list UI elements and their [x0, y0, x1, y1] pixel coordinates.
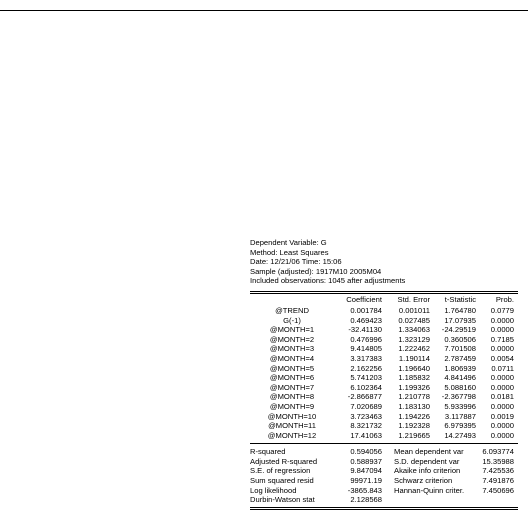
variable-name: @MONTH=10 — [267, 411, 317, 421]
coefficient-value: 3.317383 — [350, 353, 382, 363]
statistics-row — [250, 495, 518, 505]
prob-value: 0.0000 — [490, 382, 514, 392]
statistic-label: R-squared — [250, 447, 286, 457]
variable-name: @TREND — [275, 305, 309, 315]
std-error-value: 1.199326 — [398, 382, 430, 392]
statistic-value-right: 7.491876 — [482, 476, 514, 486]
output-header — [250, 238, 518, 286]
table-row — [250, 344, 518, 354]
table-row — [250, 306, 518, 316]
top-divider-line — [0, 10, 528, 11]
statistic-label: Adjusted R-squared — [250, 456, 318, 466]
statistic-label: Log likelihood — [250, 485, 297, 495]
t-statistic-value: 6.979395 — [444, 421, 476, 431]
table-row — [250, 335, 518, 345]
coefficient-value: 8.321732 — [350, 421, 382, 431]
coefficient-header-row — [250, 294, 518, 306]
std-error-value: 0.001011 — [398, 305, 430, 315]
statistics-row — [250, 447, 518, 457]
variable-name: @MONTH=7 — [269, 382, 315, 392]
column-header-t-statistic: t-Statistic — [444, 295, 476, 305]
prob-value: 0.0181 — [490, 392, 514, 402]
table-row — [250, 421, 518, 431]
coefficient-table — [250, 294, 518, 440]
statistic-label-right: Akaike info criterion — [394, 466, 461, 476]
t-statistic-value: 4.841496 — [444, 373, 476, 383]
prob-value: 0.0779 — [490, 305, 514, 315]
variable-name: @MONTH=5 — [269, 363, 315, 373]
table-row — [250, 392, 518, 402]
std-error-value: 1.192328 — [398, 421, 430, 431]
dependent-variable-line: Dependent Variable: G — [250, 238, 327, 247]
table-row — [250, 325, 518, 335]
statistics-row — [250, 457, 518, 467]
prob-value: 0.0054 — [490, 353, 514, 363]
t-statistic-value: 14.27493 — [444, 430, 476, 440]
statistics-row — [250, 476, 518, 486]
statistic-label: Durbin-Watson stat — [250, 495, 315, 505]
statistic-value: 0.588937 — [350, 456, 382, 466]
statistics-row — [250, 466, 518, 476]
statistics-table — [250, 447, 518, 505]
prob-value: 0.0000 — [490, 325, 514, 335]
coefficient-value: 0.476996 — [350, 334, 382, 344]
std-error-value: 1.222462 — [398, 344, 430, 354]
std-error-value: 1.323129 — [398, 334, 430, 344]
date-line: Date: 12/21/06 Time: 15:06 — [250, 257, 342, 267]
variable-name: @MONTH=12 — [267, 430, 317, 440]
table-row — [250, 402, 518, 412]
coefficient-value: 17.41063 — [350, 430, 382, 440]
table-row — [250, 364, 518, 374]
coefficient-value: 7.020689 — [350, 401, 382, 411]
variable-name: G(-1) — [283, 315, 301, 325]
t-statistic-value: 3.117887 — [444, 411, 476, 421]
std-error-value: 1.334063 — [398, 325, 430, 335]
statistic-label-right — [386, 495, 478, 505]
statistic-value-right: 6.093774 — [482, 447, 514, 457]
std-error-value: 1.196640 — [398, 363, 430, 373]
coefficient-value: 3.723463 — [350, 411, 382, 421]
statistic-label-right: S.D. dependent var — [394, 456, 460, 466]
statistic-label: Sum squared resid — [250, 476, 314, 486]
t-statistic-value: 5.933996 — [444, 401, 476, 411]
prob-value: 0.0000 — [490, 401, 514, 411]
variable-name: @MONTH=11 — [268, 421, 316, 431]
variable-name: @MONTH=4 — [269, 353, 315, 363]
statistic-value: 99971.19 — [350, 476, 382, 486]
statistic-value: 2.128568 — [350, 495, 382, 505]
statistics-row — [250, 486, 518, 496]
statistic-value: 9.847094 — [350, 466, 382, 476]
statistic-value-right: 7.425536 — [482, 466, 514, 476]
variable-name: @MONTH=1 — [269, 325, 315, 335]
column-header-prob: Prob. — [495, 295, 514, 305]
column-header-coefficient: Coefficient — [346, 295, 382, 305]
statistic-label: S.E. of regression — [250, 466, 311, 476]
t-statistic-value: 17.07935 — [444, 315, 476, 325]
statistic-label-right: Mean dependent var — [394, 447, 464, 457]
method-line: Method: Least Squares — [250, 247, 329, 257]
variable-name: @MONTH=9 — [269, 401, 315, 411]
variable-name: @MONTH=2 — [269, 334, 315, 344]
table-row — [250, 383, 518, 393]
statistic-value-right — [478, 495, 518, 505]
table-bottom-rule — [250, 507, 518, 510]
prob-value: 0.0000 — [490, 344, 514, 354]
statistic-value: -3865.843 — [347, 485, 382, 495]
prob-value: 0.0000 — [490, 373, 514, 383]
std-error-value: 1.194226 — [398, 411, 430, 421]
column-header-std-error: Std. Error — [397, 295, 430, 305]
sample-line: Sample (adjusted): 1917M10 2005M04 — [250, 266, 382, 276]
coefficient-value: -32.41130 — [348, 325, 382, 335]
t-statistic-value: 7.701508 — [444, 344, 476, 354]
std-error-value: 1.183130 — [398, 401, 430, 411]
t-statistic-value: -2.367798 — [441, 392, 476, 402]
regression-output — [250, 238, 518, 510]
column-header-variable — [250, 294, 334, 306]
prob-value: 0.0000 — [490, 421, 514, 431]
table-row — [250, 373, 518, 383]
statistic-label-right: Hannan-Quinn criter. — [394, 485, 465, 495]
coefficient-value: 0.001784 — [350, 305, 382, 315]
prob-value: 0.7185 — [490, 334, 514, 344]
table-row — [250, 431, 518, 441]
std-error-value: 1.210778 — [398, 392, 430, 402]
t-statistic-value: 1.764780 — [444, 305, 476, 315]
statistic-label-right: Schwarz criterion — [394, 476, 453, 486]
table-row — [250, 354, 518, 364]
coefficient-value: 2.162256 — [350, 363, 382, 373]
t-statistic-value: 1.806939 — [444, 363, 476, 373]
table-row — [250, 316, 518, 326]
coefficient-value: 0.469423 — [350, 315, 382, 325]
std-error-value: 1.219665 — [398, 430, 430, 440]
std-error-value: 1.190114 — [398, 353, 430, 363]
variable-name: @MONTH=6 — [269, 373, 315, 383]
statistic-value: 0.594056 — [350, 447, 382, 457]
observations-line: Included observations: 1045 after adjustments — [250, 276, 406, 286]
prob-value: 0.0019 — [490, 411, 514, 421]
variable-name: @MONTH=3 — [269, 344, 315, 354]
t-statistic-value: 0.360506 — [444, 334, 476, 344]
statistic-value-right: 15.35988 — [482, 456, 514, 466]
t-statistic-value: 2.787459 — [444, 353, 476, 363]
prob-value: 0.0000 — [490, 430, 514, 440]
prob-value: 0.0711 — [491, 363, 514, 373]
coefficient-value: -2.866877 — [347, 392, 382, 402]
statistic-value-right: 7.450696 — [482, 485, 514, 495]
table-row — [250, 412, 518, 422]
t-statistic-value: -24.29519 — [441, 325, 476, 335]
coefficient-value: 5.741203 — [350, 373, 382, 383]
variable-name: @MONTH=8 — [269, 392, 315, 402]
std-error-value: 0.027485 — [398, 315, 430, 325]
std-error-value: 1.185832 — [398, 373, 430, 383]
coefficient-value: 9.414805 — [350, 344, 382, 354]
t-statistic-value: 5.088160 — [444, 382, 476, 392]
prob-value: 0.0000 — [490, 315, 514, 325]
coefficient-value: 6.102364 — [350, 382, 382, 392]
